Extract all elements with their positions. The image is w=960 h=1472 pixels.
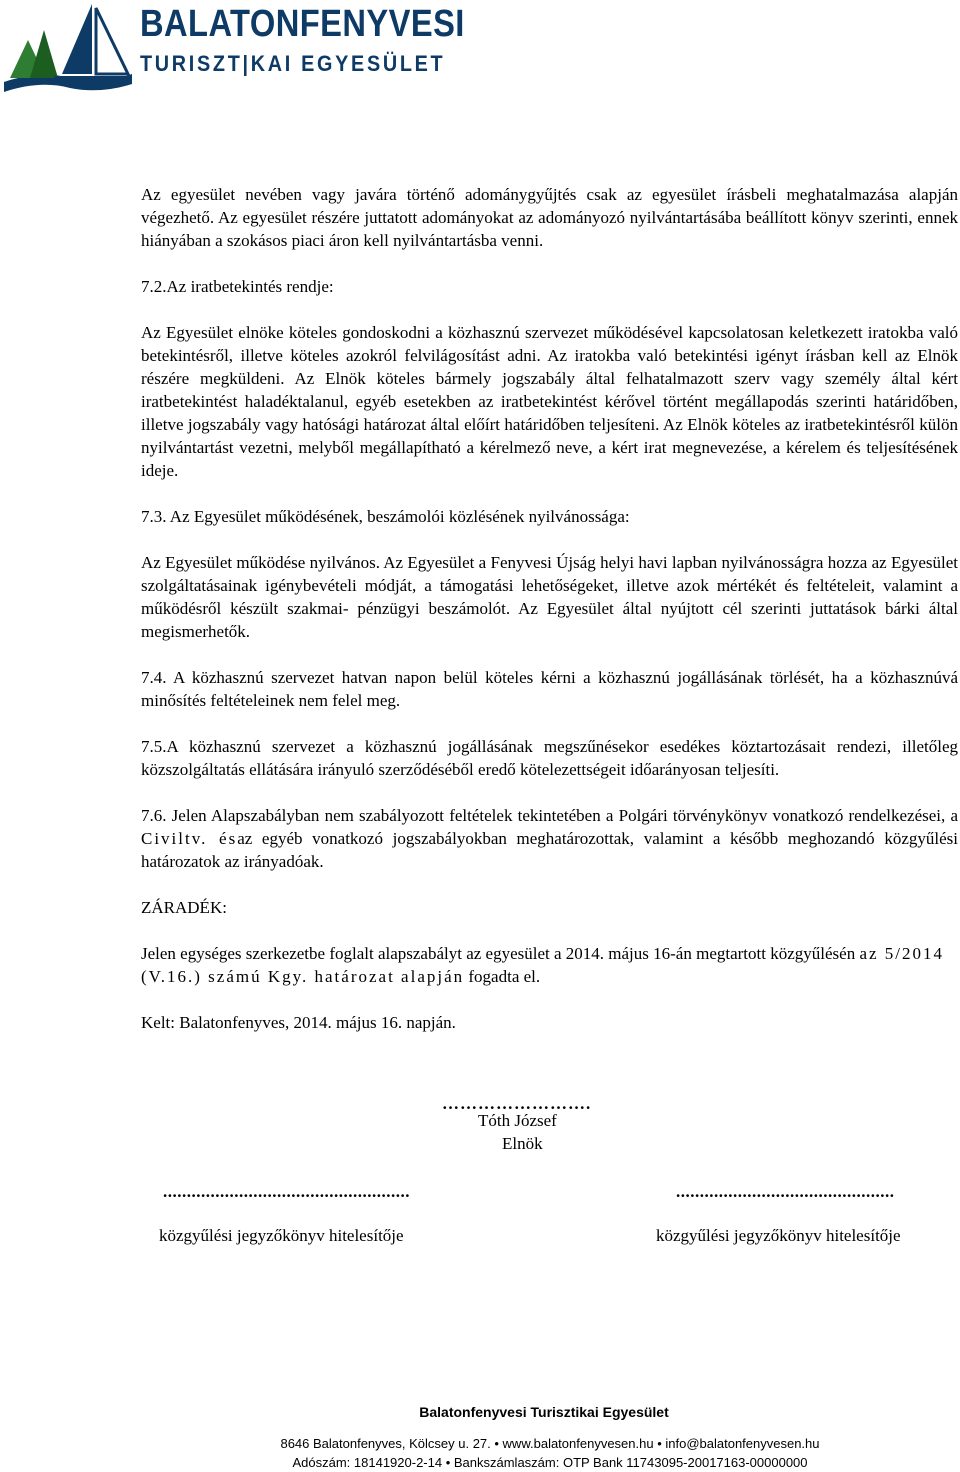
paragraph-7-6-part1: 7.6. Jelen Alapszabályban nem szabályozott feltételek tekintetében a Polgári törvénykönyv vonatkozó rendelkezései, a	[141, 806, 958, 825]
paragraph-adoption-part1: Jelen egységes szerkezetbe foglalt alapszabályt az egyesület a 2014. május 16-án megtartott közgyűlésén	[141, 944, 860, 963]
president-signature-line: …………………….	[442, 1094, 592, 1113]
paragraph-publicity: Az Egyesület működése nyilvános. Az Egyesület a Fenyvesi Újság helyi havi lapban nyilvánosságra hozza az Egyesület szolgáltatásainak igénybevételi módját, a támogatási lehetőségeket, illetve azok mértékét és feltételeit, valamint a működésről készült szakmai- pénzügyi beszámolót. Az Egyesület által nyújtott cél szerinti juttatások bárki által megismerhetők.	[141, 553, 958, 641]
president-role: Elnök	[502, 1134, 543, 1153]
sailboat-logo-icon	[0, 0, 140, 100]
footer-bank-details: Adószám: 18141920-2-14 • Bankszámlaszám: OTP Bank 11743095-20017163-00000000	[292, 1455, 808, 1470]
heading-7-3: 7.3. Az Egyesület működésének, beszámolói közlésének nyilvánossága:	[141, 507, 630, 526]
paragraph-donations: Az egyesület nevében vagy javára történő adománygyűjtés csak az egyesület írásbeli meghatalmazása alapján végezhető. Az egyesület részére juttatott adományokat az adományozó nyilvántartásába beállított könyv szerinti, ennek hiányában a szokásos piaci áron kell nyilvántartásba venni.	[141, 185, 958, 250]
logo-title: BALATONFENYVESI	[140, 3, 465, 45]
footer-organization: Balatonfenyvesi Turisztikai Egyesület	[419, 1404, 669, 1420]
left-signature-label: közgyűlési jegyzőkönyv hitelesítője	[159, 1226, 404, 1245]
right-signature-label: közgyűlési jegyzőkönyv hitelesítője	[656, 1226, 901, 1245]
header-logo	[0, 0, 465, 100]
left-signature-line: ....................................................	[163, 1182, 410, 1201]
paragraph-7-6	[141, 804, 958, 873]
president-name: Tóth József	[478, 1111, 557, 1130]
paragraph-document-access: Az Egyesület elnöke köteles gondoskodni a közhasznú szervezet működésével kapcsolatosan keletkezett iratokba való betekintésről, illetve köteles azokról felvilágosítást adni. Az iratokba való betekintési igényt írásban kell az Elnök részére megküldeni. Az Elnök köteles bármely jogszabály által felhatalmazott szerv vagy személy által kért iratbetekintést haladéktalanul, egyéb esetekben az iratbetekintést kérővel történt megállapodás szerinti határidőben, illetve jogszabály vagy hatósági határozat által előírt határidőben teljesíteni. Az Elnök köteles az iratbetekintésről külön nyilvántartást vezetni, melyből megállapítható a kérelmező neve, a kért irat megnevezése, a kérelem és teljesítésének ideje.	[141, 323, 958, 480]
right-signature-line: ..............................................	[676, 1182, 895, 1201]
paragraph-adoption	[141, 942, 958, 988]
document-body	[141, 183, 958, 1034]
paragraph-7-6-part2: az egyéb vonatkozó jogszabályokban meghatározottak, valamint a később meghozandó közgyűlési határozatok az irányadóak.	[141, 829, 958, 871]
heading-zaradek: ZÁRADÉK:	[141, 898, 227, 917]
paragraph-adoption-resolution: az 5/2014 (V.16.) számú Kgy. határozat alapján	[141, 944, 945, 986]
paragraph-7-5: 7.5.A közhasznú szervezet a közhasznú jogállásának megszűnésekor esedékes köztartozásait rendezi, illetőleg közszolgáltatás ellátására irányuló szerződéséből eredő kötelezettségeit időarányosan teljesíti.	[141, 737, 958, 779]
logo-subtitle: TURISZT|KAI EGYESÜLET	[140, 51, 446, 76]
heading-7-2: 7.2.Az iratbetekintés rendje:	[141, 277, 334, 296]
date-place: Kelt: Balatonfenyves, 2014. május 16. napján.	[141, 1013, 456, 1032]
paragraph-adoption-part2: fogadta el.	[464, 967, 541, 986]
paragraph-7-6-civiltv: Civiltv. és	[141, 829, 238, 848]
footer-address: 8646 Balatonfenyves, Kölcsey u. 27. • www.balatonfenyvesen.hu • info@balatonfenyvesen.hu	[280, 1436, 820, 1451]
paragraph-7-4: 7.4. A közhasznú szervezet hatvan napon belül köteles kérni a közhasznú jogállásának törlését, ha a közhasznúvá minősítés feltételeinek nem felel meg.	[141, 668, 958, 710]
